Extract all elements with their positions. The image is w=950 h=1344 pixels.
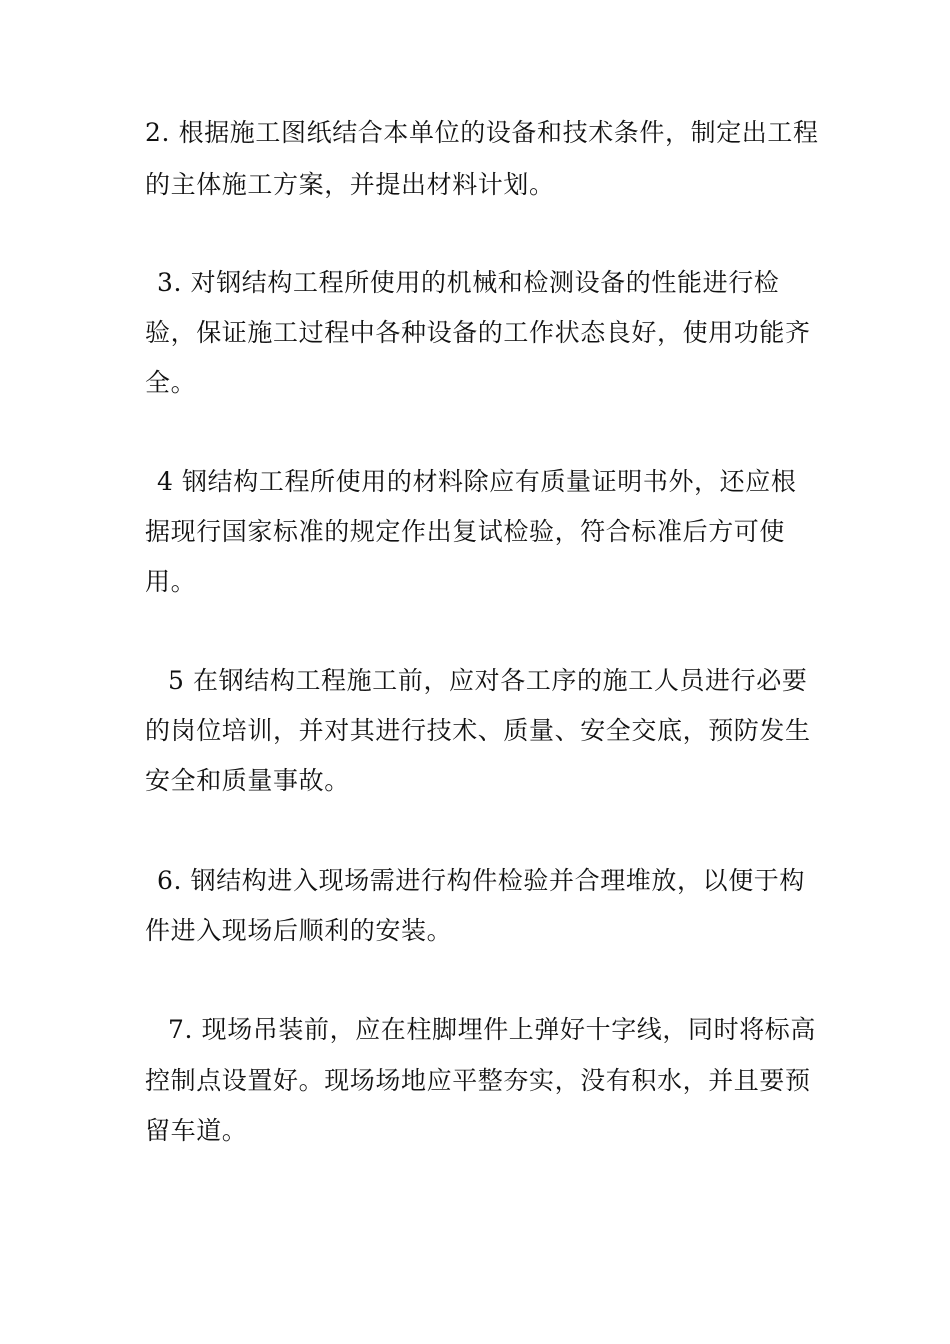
paragraph-line: 留车道。 (145, 1116, 248, 1145)
paragraph-line: 5 在钢结构工程施工前，应对各工序的施工人员进行必要 (168, 666, 808, 695)
paragraph-line: 的岗位培训，并对其进行技术、质量、安全交底，预防发生 (145, 716, 811, 745)
paragraph-line: 2. 根据施工图纸结合本单位的设备和技术条件，制定出工程 (145, 118, 819, 147)
paragraph-line: 验，保证施工过程中各种设备的工作状态良好，使用功能齐 (145, 318, 811, 347)
paragraph-line: 全。 (145, 368, 197, 397)
paragraph-line: 的主体施工方案，并提出材料计划。 (145, 170, 555, 199)
paragraph-line: 6. 钢结构进入现场需进行构件检验并合理堆放，以便于构 (157, 866, 806, 895)
paragraph-line: 4 钢结构工程所使用的材料除应有质量证明书外，还应根 (157, 467, 797, 496)
paragraph-line: 件进入现场后顺利的安装。 (145, 916, 453, 945)
paragraph-line: 7. 现场吊装前，应在柱脚埋件上弹好十字线，同时将标高 (168, 1015, 817, 1044)
paragraph-line: 3. 对钢结构工程所使用的机械和检测设备的性能进行检 (157, 268, 780, 297)
paragraph-line: 据现行国家标准的规定作出复试检验，符合标准后方可使 (145, 517, 786, 546)
paragraph-line: 用。 (145, 567, 197, 596)
paragraph-line: 安全和质量事故。 (145, 766, 350, 795)
paragraph-line: 控制点设置好。现场场地应平整夯实，没有积水，并且要预 (145, 1066, 811, 1095)
